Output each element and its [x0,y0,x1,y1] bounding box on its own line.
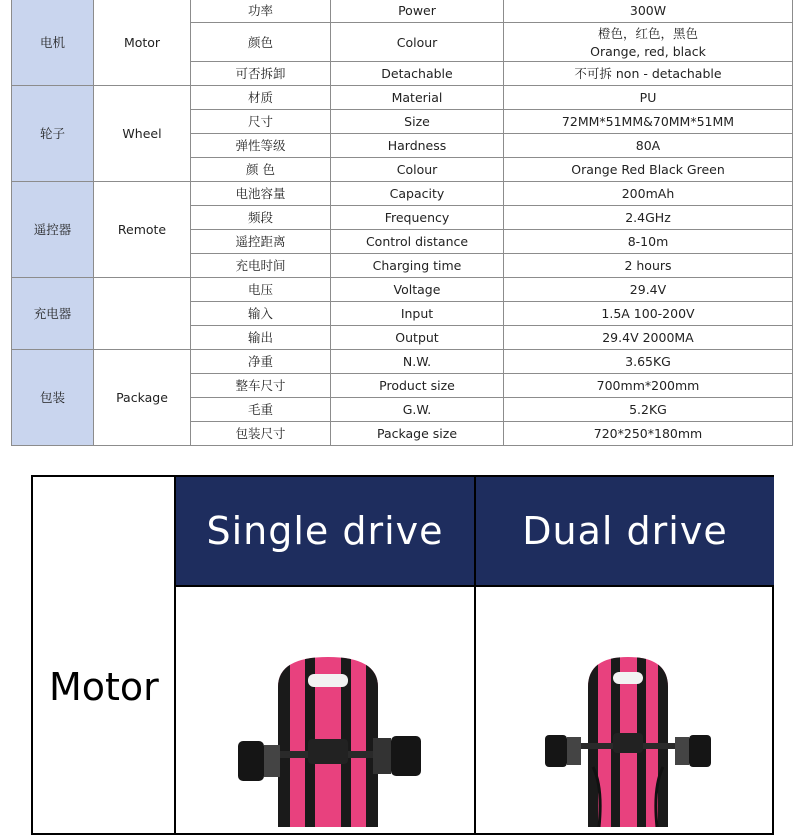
spec-label-en: Input [331,302,504,326]
motor-comparison-panel [31,475,774,835]
spec-label-zh: 毛重 [191,398,331,422]
category-en-cell: Motor [94,0,191,86]
spec-value-line: 700mm*200mm [596,378,700,393]
spec-label-zh: 频段 [191,206,331,230]
spec-label-zh: 功率 [191,0,331,23]
spec-label-en: Voltage [331,278,504,302]
spec-label-zh: 尺寸 [191,110,331,134]
spec-value-line: 3.65KG [625,354,671,369]
spec-label-zh: 整车尺寸 [191,374,331,398]
category-en-cell [94,278,191,350]
spec-value [504,398,793,422]
spec-label-en: Charging time [331,254,504,278]
spec-label-zh: 电池容量 [191,182,331,206]
spec-value-line: 不可拆 non - detachable [574,66,722,81]
spec-value [504,62,793,86]
spec-label-zh: 电压 [191,278,331,302]
category-en-cell: Wheel [94,86,191,182]
divider [174,585,772,587]
spec-value [504,374,793,398]
spec-value [504,158,793,182]
spec-value [504,110,793,134]
category-en-cell: Remote [94,182,191,278]
spec-label-en: N.W. [331,350,504,374]
spec-value [504,302,793,326]
spec-row [12,182,793,206]
spec-label-zh: 可否拆卸 [191,62,331,86]
spec-label-zh: 输入 [191,302,331,326]
spec-value-line: 8-10m [627,234,669,249]
spec-label-en: Size [331,110,504,134]
spec-value-line: 200mAh [621,186,675,201]
spec-label-en: Package size [331,422,504,446]
spec-value-line: 1.5A 100-200V [601,306,695,321]
spec-label-en: G.W. [331,398,504,422]
category-zh-cell: 轮子 [12,86,94,182]
spec-label-en: Detachable [331,62,504,86]
spec-label-en: Control distance [331,230,504,254]
dual-drive-skateboard-image [533,647,723,827]
spec-value-line: 5.2KG [629,402,667,417]
spec-value [504,230,793,254]
spec-value-line: 29.4V 2000MA [602,330,694,345]
spec-label-en: Output [331,326,504,350]
spec-label-zh: 包装尺寸 [191,422,331,446]
motor-row-label: Motor [49,665,159,709]
spec-value [504,206,793,230]
spec-label-zh: 颜色 [191,23,331,62]
single-drive-header: Single drive [176,477,474,585]
spec-row [12,278,793,302]
spec-value [504,278,793,302]
spec-value-line: 2.4GHz [625,210,671,225]
spec-label-zh: 充电时间 [191,254,331,278]
dual-drive-header: Dual drive [476,477,774,585]
spec-label-zh: 颜 色 [191,158,331,182]
spec-value-line: Orange, red, black [590,43,706,59]
spec-label-en: Material [331,86,504,110]
spec-value [504,326,793,350]
spec-value [504,254,793,278]
spec-label-en: Product size [331,374,504,398]
spec-table [11,0,793,446]
spec-label-zh: 输出 [191,326,331,350]
spec-row [12,350,793,374]
spec-value-line: 72MM*51MM&70MM*51MM [561,114,735,129]
single-drive-skateboard-image [233,647,423,827]
category-zh-cell: 遥控器 [12,182,94,278]
spec-value-line: 720*250*180mm [593,426,703,441]
category-zh-cell: 充电器 [12,278,94,350]
spec-label-en: Power [331,0,504,23]
spec-value-line: PU [639,90,657,105]
spec-value [504,23,793,62]
spec-value-line: 2 hours [624,258,672,273]
spec-value [504,422,793,446]
spec-value-line: 橙色，红色，黑色 [597,25,698,41]
spec-value-line: 300W [629,3,667,18]
spec-value-line: 29.4V [629,282,667,297]
spec-value-line: 80A [635,138,661,153]
spec-label-en: Colour [331,23,504,62]
spec-label-zh: 材质 [191,86,331,110]
spec-label-en: Capacity [331,182,504,206]
category-en-cell: Package [94,350,191,446]
spec-row [12,86,793,110]
spec-label-zh: 净重 [191,350,331,374]
spec-label-zh: 遥控距离 [191,230,331,254]
category-zh-cell: 包装 [12,350,94,446]
spec-value [504,0,793,23]
spec-value-line: Orange Red Black Green [571,162,725,177]
spec-value [504,350,793,374]
spec-label-en: Colour [331,158,504,182]
spec-value [504,86,793,110]
spec-label-zh: 弹性等级 [191,134,331,158]
spec-label-en: Hardness [331,134,504,158]
spec-value [504,182,793,206]
spec-row [12,0,793,23]
category-zh-cell: 电机 [12,0,94,86]
spec-label-en: Frequency [331,206,504,230]
spec-value [504,134,793,158]
